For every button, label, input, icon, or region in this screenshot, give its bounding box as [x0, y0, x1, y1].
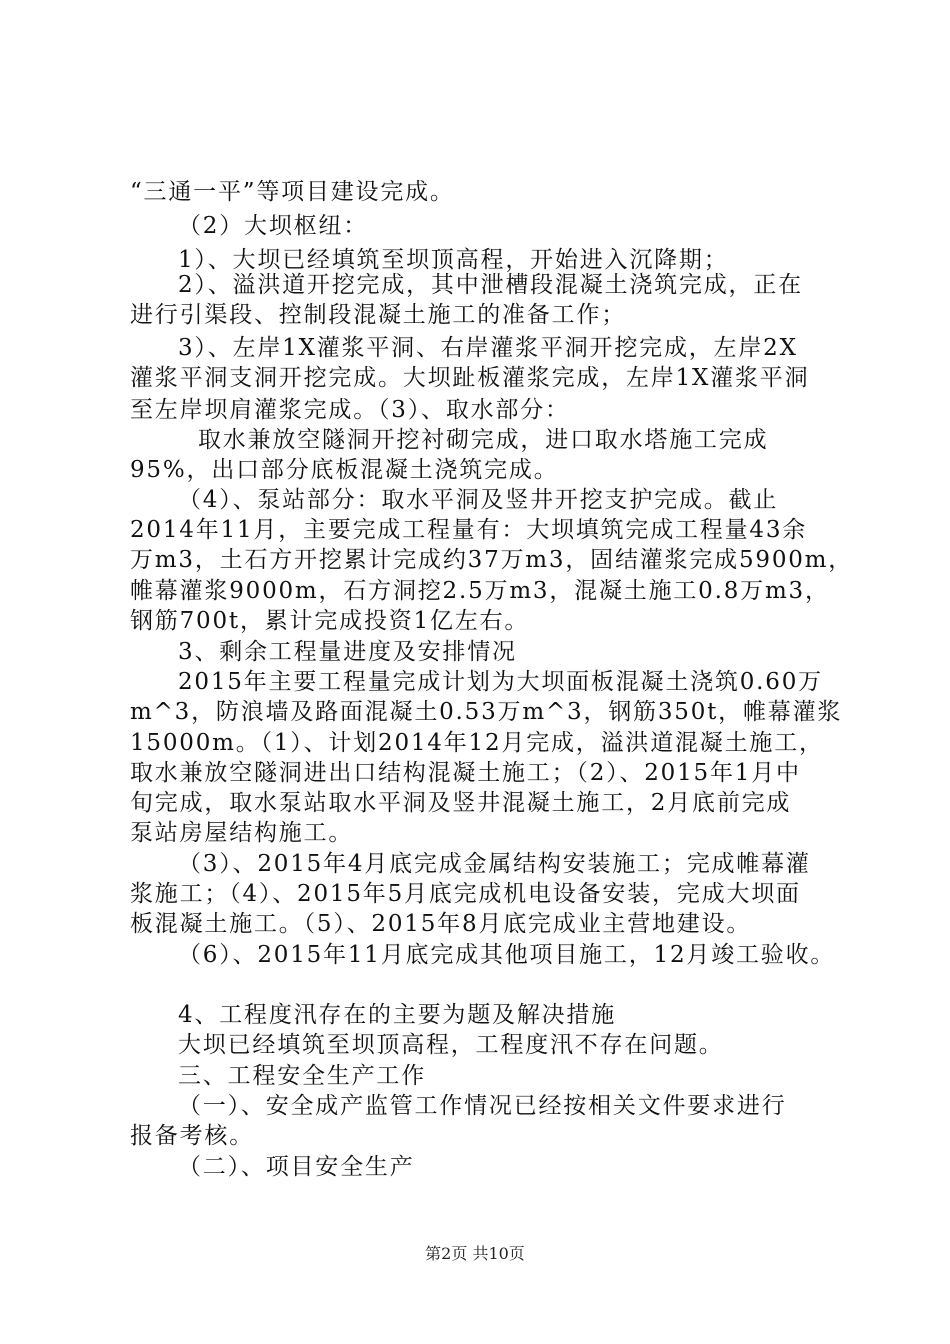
text-line: 15000m。（1）、计划2014年12月完成，溢洪道混凝土施工， — [130, 730, 824, 756]
text-line: 旬完成，取水泵站取水平洞及竖井混凝土施工，2月底前完成 — [130, 790, 792, 816]
text-line: 泵站房屋结构施工。 — [130, 820, 354, 846]
text-line: （6）、2015年11月底完成其他项目施工，12月竣工验收。 — [178, 942, 836, 968]
page-footer — [0, 1244, 950, 1264]
text-line: 帷幕灌浆9000m，石方洞挖2.5万m3，混凝土施工0.8万m3， — [130, 578, 830, 604]
text-line: 万m3，土石方开挖累计完成约37万m3，固结灌浆完成5900m， — [130, 547, 854, 573]
text-line: m^3，防浪墙及路面混凝土0.53万m^3，钢筋350t，帷幕灌浆 — [130, 699, 843, 725]
text-line: 2015年主要工程量完成计划为大坝面板混凝土浇筑0.60万 — [178, 669, 823, 695]
text-line: 大坝已经填筑至坝顶高程，工程度汛不存在问题。 — [178, 1032, 724, 1058]
text-line: 取水兼放空隧洞开挖衬砌完成，进口取水塔施工完成 — [198, 427, 769, 453]
text-line: （4）、泵站部分：取水平洞及竖井开挖支护完成。截止 — [178, 487, 779, 513]
text-line: 4、工程度汛存在的主要为题及解决措施 — [178, 1002, 617, 1028]
text-line: 2014年11月，主要完成工程量有：大坝填筑完成工程量43余 — [130, 517, 808, 543]
text-line: 报备考核。 — [130, 1123, 254, 1149]
text-line: （3）、2015年4月底完成金属结构安装施工；完成帷幕灌 — [178, 851, 811, 877]
text-line: 浆施工；（4）、2015年5月底完成机电设备安装，完成大坝面 — [130, 881, 801, 907]
text-line: 取水兼放空隧洞进出口结构混凝土施工；（2）、2015年1月中 — [130, 760, 801, 786]
page-number: 第2页 共10页 — [425, 1244, 525, 1263]
text-line: （2）大坝枢纽： — [178, 213, 369, 239]
text-line: 3、剩余工程量进度及安排情况 — [178, 639, 517, 665]
text-line: 灌浆平洞支洞开挖完成。大坝趾板灌浆完成，左岸1X灌浆平洞 — [130, 365, 810, 391]
text-line: 3）、左岸1X灌浆平洞、右岸灌浆平洞开挖完成，左岸2X — [178, 335, 798, 361]
text-line: 三、工程安全生产工作 — [178, 1063, 426, 1089]
text-line: （一）、安全成产监管工作情况已经按相关文件要求进行 — [178, 1093, 787, 1119]
text-line: 板混凝土施工。（5）、2015年8月底完成业主营地建设。 — [130, 911, 752, 937]
text-line: “三通一平”等项目建设完成。 — [130, 179, 455, 205]
text-line: 95%，出口部分底板混凝土浇筑完成。 — [130, 457, 559, 483]
text-line: 1）、大坝已经填筑至坝顶高程，开始进入沉降期； — [178, 247, 729, 273]
text-line: 钢筋700t，累计完成投资1亿左右。 — [130, 608, 530, 634]
text-line: 2）、溢洪道开挖完成，其中泄槽段混凝土浇筑完成，正在 — [178, 272, 803, 298]
text-line: 进行引渠段、控制段混凝土施工的准备工作； — [130, 302, 626, 328]
text-line: 至左岸坝肩灌浆完成。（3）、取水部分： — [130, 397, 570, 423]
text-line: （二）、项目安全生产 — [178, 1154, 415, 1180]
